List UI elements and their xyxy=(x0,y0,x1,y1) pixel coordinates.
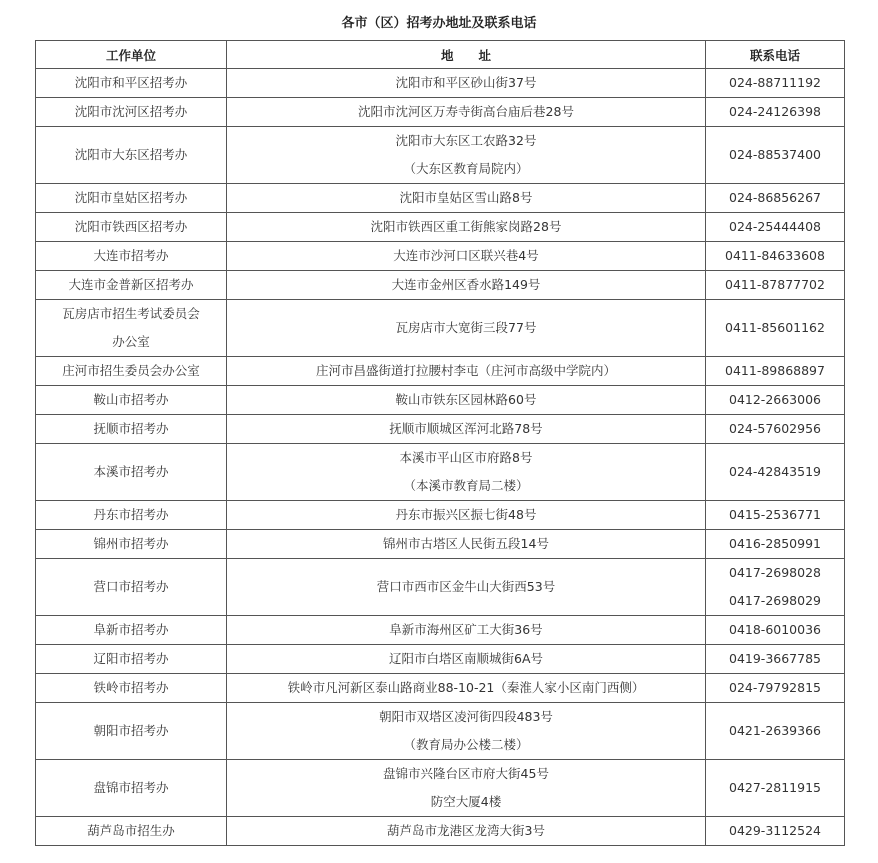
table-row xyxy=(36,69,845,98)
unit-cell-text: 沈阳市大东区招考办 xyxy=(74,147,188,162)
phone-cell xyxy=(706,184,845,213)
phone-cell xyxy=(706,444,845,501)
unit-cell xyxy=(36,760,227,817)
address-cell xyxy=(227,98,706,127)
phone-cell-text: 0427-2811915 xyxy=(729,780,821,795)
address-cell xyxy=(227,386,706,415)
phone-cell xyxy=(706,415,845,444)
phone-cell-text: 024-79792815 xyxy=(729,680,821,695)
table-row xyxy=(36,674,845,703)
address-cell-text: 防空大厦4楼 xyxy=(430,794,502,809)
unit-cell-text: 抚顺市招考办 xyxy=(93,421,169,436)
unit-cell xyxy=(36,415,227,444)
phone-cell-text: 0411-85601162 xyxy=(725,320,825,335)
unit-cell-text: 沈阳市铁西区招考办 xyxy=(74,219,188,234)
table-row xyxy=(36,501,845,530)
address-cell xyxy=(227,444,706,501)
phone-cell xyxy=(706,271,845,300)
address-cell-text: 沈阳市沈河区万寿寺街高台庙后巷28号 xyxy=(358,104,574,119)
phone-cell xyxy=(706,645,845,674)
unit-cell xyxy=(36,242,227,271)
phone-cell xyxy=(706,127,845,184)
phone-cell-text: 0415-2536771 xyxy=(729,507,821,522)
phone-cell-text: 024-57602956 xyxy=(729,421,821,436)
address-cell xyxy=(227,300,706,357)
address-cell-text: 本溪市平山区市府路8号 xyxy=(399,450,533,465)
unit-cell-text: 大连市招考办 xyxy=(93,248,169,263)
phone-cell xyxy=(706,69,845,98)
table-row xyxy=(36,645,845,674)
phone-cell xyxy=(706,213,845,242)
unit-cell xyxy=(36,616,227,645)
phone-cell-text: 024-42843519 xyxy=(729,464,821,479)
address-cell xyxy=(227,184,706,213)
unit-cell-text: 辽阳市招考办 xyxy=(93,651,169,666)
unit-cell-text: 朝阳市招考办 xyxy=(93,723,169,738)
unit-cell xyxy=(36,300,227,357)
phone-cell-text: 0429-3112524 xyxy=(729,823,821,838)
address-cell-text: 丹东市振兴区振七街48号 xyxy=(395,507,537,522)
address-cell xyxy=(227,674,706,703)
table-row xyxy=(36,271,845,300)
table-row xyxy=(36,127,845,184)
unit-cell-text: 瓦房店市招生考试委员会 xyxy=(62,306,200,321)
table-row xyxy=(36,616,845,645)
unit-cell xyxy=(36,271,227,300)
address-cell-text: 沈阳市皇姑区雪山路8号 xyxy=(399,190,533,205)
address-cell xyxy=(227,645,706,674)
table-row xyxy=(36,300,845,357)
address-cell xyxy=(227,501,706,530)
unit-cell xyxy=(36,674,227,703)
table-row xyxy=(36,559,845,616)
address-cell-text: 辽阳市白塔区南顺城街6A号 xyxy=(388,651,543,666)
unit-cell-text: 盘锦市招考办 xyxy=(93,780,169,795)
phone-cell-text: 0417-2698029 xyxy=(729,593,821,608)
unit-cell xyxy=(36,213,227,242)
phone-cell-text: 0411-87877702 xyxy=(725,277,825,292)
address-cell-text: 沈阳市大东区工农路32号 xyxy=(395,133,537,148)
table-row xyxy=(36,184,845,213)
address-cell xyxy=(227,530,706,559)
unit-cell xyxy=(36,444,227,501)
unit-cell xyxy=(36,98,227,127)
address-cell-text: 阜新市海州区矿工大街36号 xyxy=(389,622,543,637)
phone-cell-text: 024-86856267 xyxy=(729,190,821,205)
contact-table xyxy=(35,40,845,846)
unit-cell-text: 办公室 xyxy=(112,334,150,349)
table-row xyxy=(36,703,845,760)
table-row xyxy=(36,760,845,817)
address-cell xyxy=(227,69,706,98)
address-cell-text: 朝阳市双塔区凌河街四段483号 xyxy=(379,709,553,724)
unit-cell xyxy=(36,530,227,559)
table-row xyxy=(36,213,845,242)
phone-cell-text: 0411-89868897 xyxy=(725,363,825,378)
unit-cell-text: 庄河市招生委员会办公室 xyxy=(62,363,200,378)
phone-cell-text: 0411-84633608 xyxy=(725,248,825,263)
table-body xyxy=(36,69,845,846)
table-row xyxy=(36,817,845,846)
unit-cell xyxy=(36,69,227,98)
unit-cell-text: 本溪市招考办 xyxy=(93,464,169,479)
unit-cell-text: 丹东市招考办 xyxy=(93,507,169,522)
address-cell xyxy=(227,271,706,300)
address-cell xyxy=(227,559,706,616)
address-cell-text: 锦州市古塔区人民街五段14号 xyxy=(383,536,549,551)
address-cell-text: 大连市沙河口区联兴巷4号 xyxy=(393,248,539,263)
header-unit: 工作单位 xyxy=(36,41,227,69)
address-cell xyxy=(227,242,706,271)
address-cell xyxy=(227,213,706,242)
phone-cell-text: 024-88711192 xyxy=(729,75,821,90)
address-cell xyxy=(227,127,706,184)
phone-cell-text: 0412-2663006 xyxy=(729,392,821,407)
address-cell-text: （大东区教育局院内） xyxy=(403,161,529,176)
unit-cell-text: 鞍山市招考办 xyxy=(93,392,169,407)
table-row xyxy=(36,386,845,415)
phone-cell xyxy=(706,98,845,127)
address-cell-text: 瓦房店市大宽街三段77号 xyxy=(395,320,537,335)
address-cell-text: 大连市金州区香水路149号 xyxy=(391,277,541,292)
unit-cell-text: 沈阳市沈河区招考办 xyxy=(74,104,188,119)
phone-cell xyxy=(706,300,845,357)
address-cell-text: （教育局办公楼二楼） xyxy=(403,737,529,752)
phone-cell xyxy=(706,817,845,846)
unit-cell xyxy=(36,817,227,846)
table-header-row xyxy=(36,41,845,69)
phone-cell xyxy=(706,559,845,616)
unit-cell xyxy=(36,357,227,386)
address-cell xyxy=(227,703,706,760)
table-row xyxy=(36,357,845,386)
address-cell-text: 沈阳市铁西区重工街熊家岗路28号 xyxy=(370,219,562,234)
unit-cell xyxy=(36,184,227,213)
unit-cell-text: 锦州市招考办 xyxy=(93,536,169,551)
unit-cell-text: 大连市金普新区招考办 xyxy=(68,277,194,292)
phone-cell xyxy=(706,616,845,645)
unit-cell-text: 阜新市招考办 xyxy=(93,622,169,637)
unit-cell xyxy=(36,501,227,530)
table-row xyxy=(36,444,845,501)
address-cell-text: 营口市西市区金牛山大街西53号 xyxy=(376,579,556,594)
phone-cell xyxy=(706,357,845,386)
phone-cell-text: 0417-2698028 xyxy=(729,565,821,580)
unit-cell-text: 营口市招考办 xyxy=(93,579,169,594)
phone-cell-text: 0419-3667785 xyxy=(729,651,821,666)
address-cell xyxy=(227,760,706,817)
phone-cell-text: 0416-2850991 xyxy=(729,536,821,551)
address-cell-text: 抚顺市顺城区浑河北路78号 xyxy=(389,421,543,436)
address-cell xyxy=(227,357,706,386)
unit-cell-text: 沈阳市和平区招考办 xyxy=(74,75,188,90)
table-row xyxy=(36,415,845,444)
phone-cell xyxy=(706,703,845,760)
address-cell-text: 鞍山市铁东区园林路60号 xyxy=(395,392,537,407)
address-cell xyxy=(227,616,706,645)
unit-cell xyxy=(36,386,227,415)
phone-cell-text: 0418-6010036 xyxy=(729,622,821,637)
unit-cell xyxy=(36,645,227,674)
address-cell-text: 沈阳市和平区砂山街37号 xyxy=(395,75,537,90)
phone-cell xyxy=(706,530,845,559)
phone-cell-text: 0421-2639366 xyxy=(729,723,821,738)
unit-cell-text: 铁岭市招考办 xyxy=(93,680,169,695)
phone-cell xyxy=(706,674,845,703)
phone-cell xyxy=(706,386,845,415)
page-title: 各市（区）招考办地址及联系电话 xyxy=(341,16,537,31)
phone-cell-text: 024-24126398 xyxy=(729,104,821,119)
unit-cell-text: 沈阳市皇姑区招考办 xyxy=(74,190,188,205)
phone-cell-text: 024-88537400 xyxy=(729,147,821,162)
table-row xyxy=(36,242,845,271)
address-cell xyxy=(227,817,706,846)
address-cell xyxy=(227,415,706,444)
unit-cell xyxy=(36,127,227,184)
unit-cell xyxy=(36,703,227,760)
phone-cell xyxy=(706,760,845,817)
phone-cell xyxy=(706,242,845,271)
address-cell-text: 庄河市昌盛街道打拉腰村李屯（庄河市高级中学院内） xyxy=(315,363,616,378)
header-phone: 联系电话 xyxy=(706,41,845,69)
phone-cell xyxy=(706,501,845,530)
address-cell-text: 盘锦市兴隆台区市府大街45号 xyxy=(383,766,549,781)
address-cell-text: （本溪市教育局二楼） xyxy=(403,478,529,493)
unit-cell xyxy=(36,559,227,616)
header-address: 地 址 xyxy=(227,41,706,69)
unit-cell-text: 葫芦岛市招生办 xyxy=(87,823,175,838)
phone-cell-text: 024-25444408 xyxy=(729,219,821,234)
address-cell-text: 葫芦岛市龙港区龙湾大街3号 xyxy=(387,823,545,838)
table-row xyxy=(36,98,845,127)
address-cell-text: 铁岭市凡河新区泰山路商业88-10-21（秦淮人家小区南门西侧） xyxy=(287,680,645,695)
table-row xyxy=(36,530,845,559)
